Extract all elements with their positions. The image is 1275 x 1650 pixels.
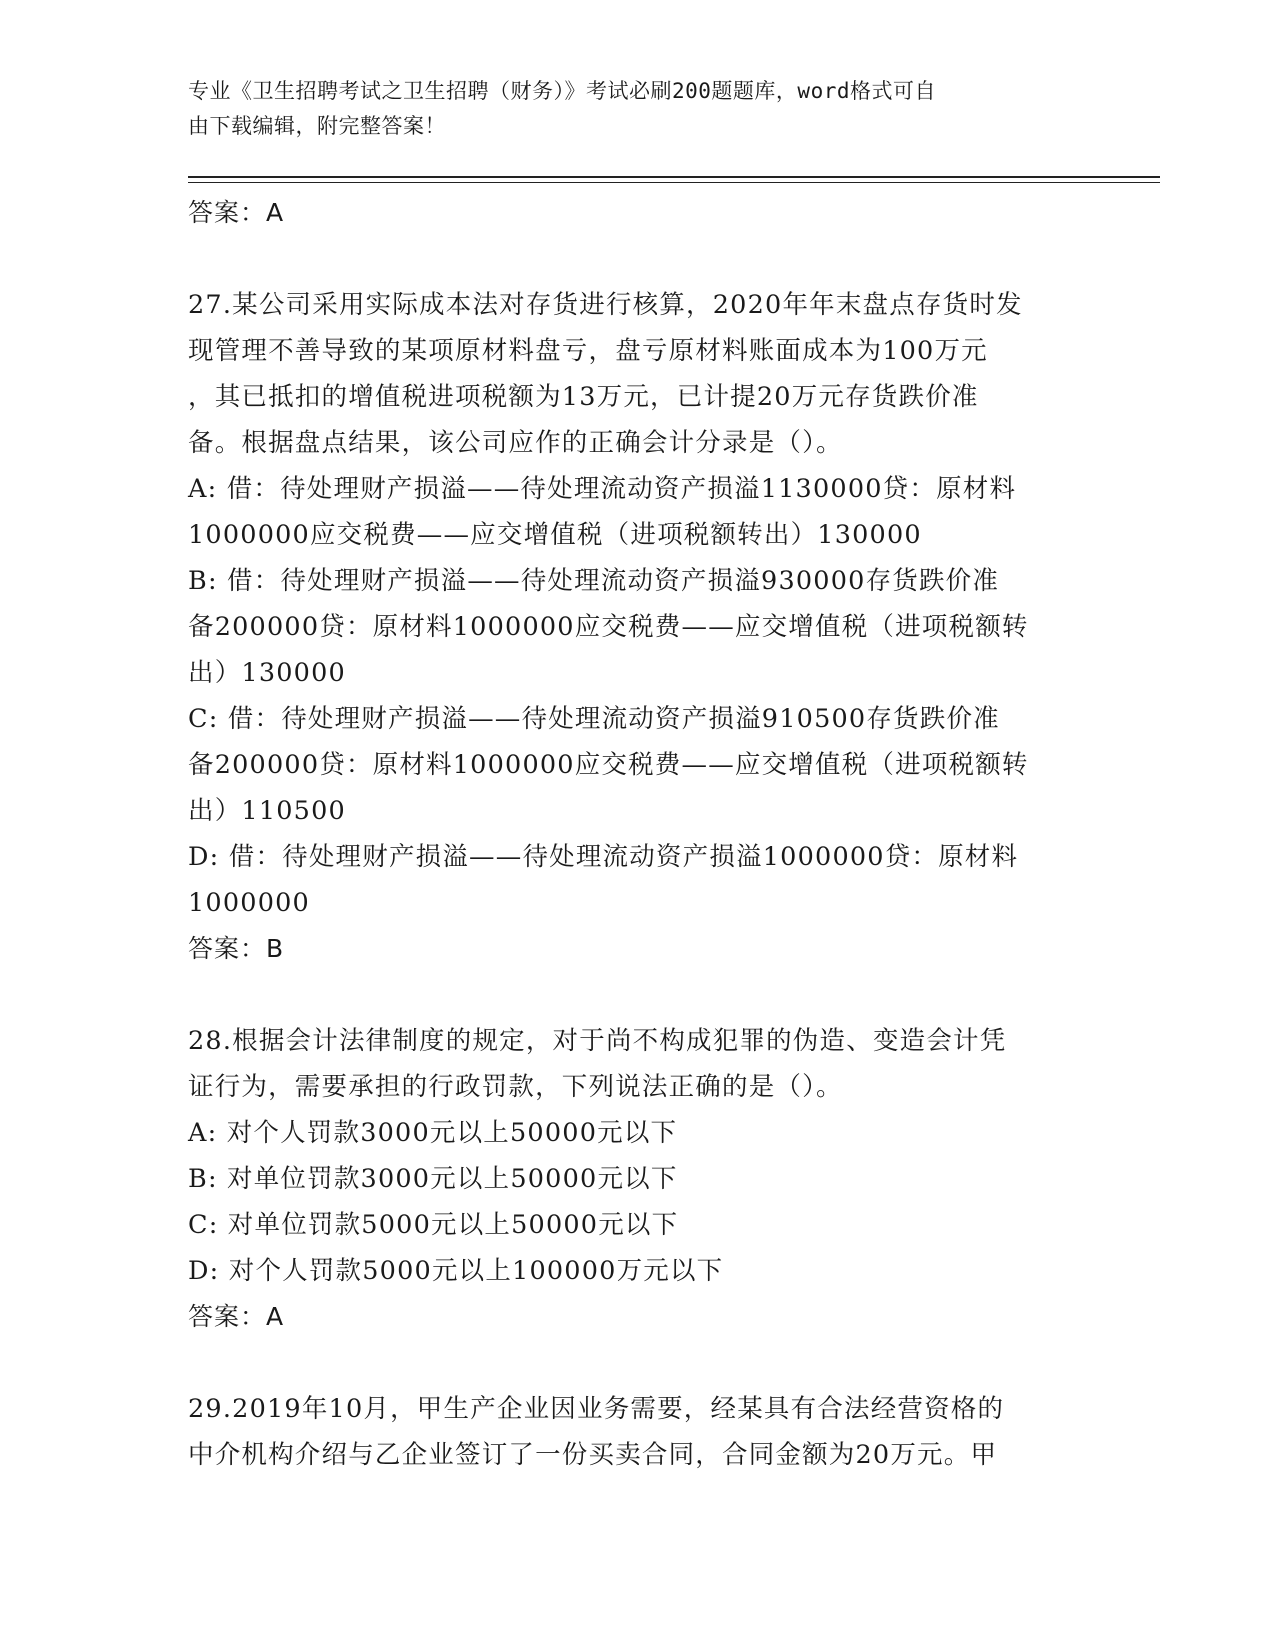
question-27-option: C: 借：待处理财产损溢——待处理流动资产损溢910500存货跌价准	[188, 704, 1000, 734]
question-27-option: D: 借：待处理财产损溢——待处理流动资产损溢1000000贷：原材料	[188, 842, 1019, 872]
spacer	[188, 236, 1088, 282]
question-27-option: B: 借：待处理财产损溢——待处理流动资产损溢930000存货跌价准	[188, 566, 1000, 596]
question-27-line: ，其已抵扣的增值税进项税额为13万元，已计提20万元存货跌价准	[188, 382, 979, 412]
question-29	[188, 1386, 1088, 1478]
question-27	[188, 282, 1088, 972]
question-27-line: 备。根据盘点结果，该公司应作的正确会计分录是（）。	[188, 428, 843, 458]
question-27-answer: 答案：B	[188, 934, 285, 963]
question-27-option: 出）130000	[188, 658, 346, 688]
question-28-answer: 答案：A	[188, 1302, 285, 1331]
question-27-option: 出）110500	[188, 796, 346, 826]
page-header	[188, 74, 1088, 144]
question-28-option: D: 对个人罚款5000元以上100000万元以下	[188, 1256, 724, 1286]
spacer	[188, 1340, 1088, 1386]
question-28-option: B: 对单位罚款3000元以上50000元以下	[188, 1164, 678, 1194]
header-line-2: 由下载编辑，附完整答案！	[188, 114, 446, 138]
question-27-option: A: 借：待处理财产损溢——待处理流动资产损溢1130000贷：原材料	[188, 474, 1017, 504]
question-27-option: 备200000贷：原材料1000000应交税费——应交增值税（进项税额转	[188, 750, 1029, 780]
spacer	[188, 972, 1088, 1018]
question-28-option: C: 对单位罚款5000元以上50000元以下	[188, 1210, 679, 1240]
header-rule-thin	[188, 182, 1160, 183]
document-body	[188, 190, 1088, 1478]
question-29-line: 中介机构介绍与乙企业签订了一份买卖合同，合同金额为20万元。甲	[188, 1440, 998, 1470]
question-27-line: 27.某公司采用实际成本法对存货进行核算，2020年年末盘点存货时发	[188, 290, 1023, 320]
header-line-1: 专业《卫生招聘考试之卫生招聘（财务）》考试必刷200题题库，word格式可自	[188, 79, 936, 103]
answer-previous: 答案：A	[188, 198, 285, 227]
question-27-line: 现管理不善导致的某项原材料盘亏，盘亏原材料账面成本为100万元	[188, 336, 988, 366]
question-28-option: A: 对个人罚款3000元以上50000元以下	[188, 1118, 678, 1148]
header-rule-thick	[188, 176, 1160, 178]
question-28-line: 证行为，需要承担的行政罚款，下列说法正确的是（）。	[188, 1072, 843, 1102]
question-28-line: 28.根据会计法律制度的规定，对于尚不构成犯罪的伪造、变造会计凭	[188, 1026, 1007, 1056]
question-29-line: 29.2019年10月，甲生产企业因业务需要，经某具有合法经营资格的	[188, 1394, 1005, 1424]
question-28	[188, 1018, 1088, 1340]
question-27-option: 1000000	[188, 888, 310, 918]
question-27-option: 1000000应交税费——应交增值税（进项税额转出）130000	[188, 520, 922, 550]
question-27-option: 备200000贷：原材料1000000应交税费——应交增值税（进项税额转	[188, 612, 1029, 642]
